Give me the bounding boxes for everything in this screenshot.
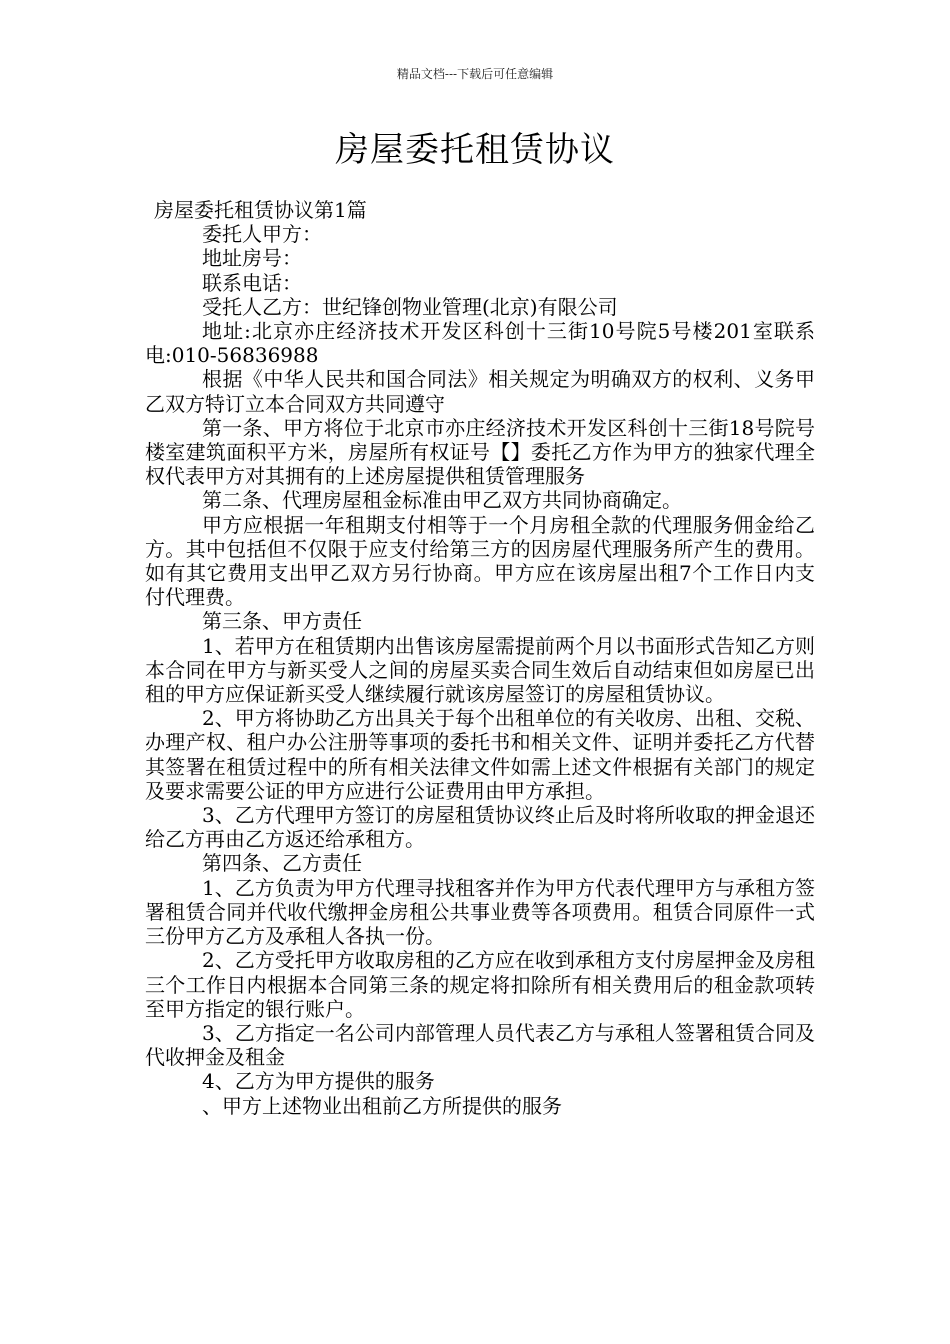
paragraph: 1、若甲方在租赁期内出售该房屋需提前两个月以书面形式告知乙方则本合同在甲方与新买受人之间的房屋买卖合同生效后自动结束但如房屋已出租的甲方应保证新买受人继续履行就该房屋签订的房屋租赁协议。 — [145, 633, 815, 707]
paragraph: 2、乙方受托甲方收取房租的乙方应在收到承租方支付房屋押金及房租三个工作日内根据本合同第三条的规定将扣除所有相关费用后的租金款项转至甲方指定的银行账户。 — [145, 948, 815, 1021]
paragraph: 甲方应根据一年租期支付相等于一个月房租全款的代理服务佣金给乙方。其中包括但不仅限于应支付给第三方的因房屋代理服务所产生的费用。如有其它费用支出甲乙双方另行协商。甲方应在该房屋出租7个工作日内支付代理费。 — [145, 512, 815, 610]
paragraph: 受托人乙方：世纪锋创物业管理(北京)有限公司 — [202, 294, 618, 319]
paragraph: 第四条、乙方责任 — [202, 851, 362, 876]
paragraph: 委托人甲方： — [202, 222, 322, 247]
document-body — [145, 198, 815, 1118]
header-note: 精品文档---下载后可任意编辑 — [396, 67, 554, 81]
paragraph: 、甲方上述物业出租前乙方所提供的服务 — [202, 1093, 562, 1118]
paragraph: 地址:北京亦庄经济技术开发区科创十三街10号院5号楼201室联系电:010-56836988 — [145, 319, 815, 368]
paragraph: 第三条、甲方责任 — [202, 609, 362, 634]
paragraph: 3、乙方代理甲方签订的房屋租赁协议终止后及时将所收取的押金退还给乙方再由乙方返还给承租方。 — [145, 803, 815, 852]
paragraph: 第一条、甲方将位于北京市亦庄经济技术开发区科创十三街18号院号楼室建筑面积平方米，房屋所有权证号【】委托乙方作为甲方的独家代理全权代表甲方对其拥有的上述房屋提供租赁管理服务 — [145, 415, 815, 489]
paragraph: 第二条、代理房屋租金标准由甲乙双方共同协商确定。 — [202, 488, 682, 513]
paragraph: 1、乙方负责为甲方代理寻找租客并作为甲方代表代理甲方与承租方签署租赁合同并代收代缴押金房租公共事业费等各项费用。租赁合同原件一式三份甲方乙方及承租人各执一份。 — [145, 875, 815, 949]
paragraph: 2、甲方将协助乙方出具关于每个出租单位的有关收房、出租、交税、办理产权、租户办公注册等事项的委托书和相关文件、证明并委托乙方代替其签署在租赁过程中的所有相关法律文件如需上述文件根据有关部门的规定及要求需要公证的甲方应进行公证费用由甲方承担。 — [145, 706, 815, 803]
document-title: 房屋委托租赁协议 — [335, 130, 615, 170]
paragraph: 联系电话： — [202, 270, 302, 295]
paragraph: 4、乙方为甲方提供的服务 — [202, 1069, 435, 1094]
paragraph: 房屋委托租赁协议第1篇 — [154, 198, 367, 222]
paragraph: 根据《中华人民共和国合同法》相关规定为明确双方的权利、义务甲乙双方特订立本合同双方共同遵守 — [145, 367, 815, 416]
paragraph: 3、乙方指定一名公司内部管理人员代表乙方与承租人签署租赁合同及代收押金及租金 — [145, 1020, 815, 1070]
paragraph: 地址房号： — [202, 246, 302, 271]
